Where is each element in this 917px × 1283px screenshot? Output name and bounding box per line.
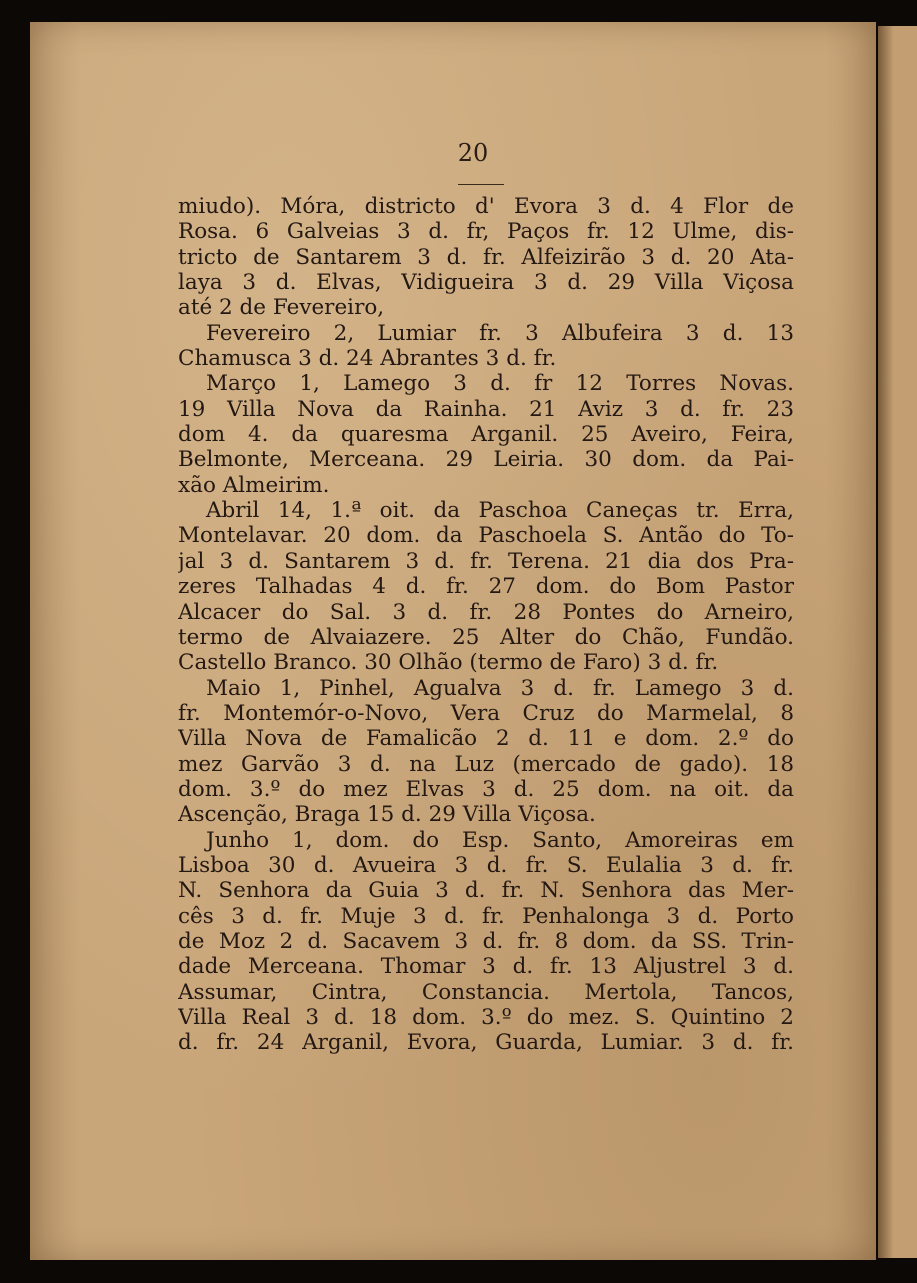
- text-line: 19 Villa Nova da Rainha. 21 Aviz 3 d. fr. 23: [178, 396, 794, 422]
- text-line: de Moz 2 d. Sacavem 3 d. fr. 8 dom. da SS. Trin-: [178, 928, 794, 954]
- text-line: mez Garvão 3 d. na Luz (mercado de gado). 18: [178, 751, 794, 777]
- text-line: Ascenção, Braga 15 d. 29 Villa Viçosa.: [178, 802, 596, 828]
- page-number: 20: [457, 139, 489, 167]
- text-line: jal 3 d. Santarem 3 d. fr. Terena. 21 dia dos Pra-: [178, 548, 794, 574]
- text-line: Belmonte, Merceana. 29 Leiria. 30 dom. da Pai-: [178, 447, 794, 473]
- text-line: N. Senhora da Guia 3 d. fr. N. Senhora das Mer-: [178, 878, 794, 904]
- text-line: d. fr. 24 Arganil, Evora, Guarda, Lumiar. 3 d. fr.: [178, 1030, 794, 1056]
- text-line: Maio 1, Pinhel, Agualva 3 d. fr. Lamego 3 d.: [206, 675, 794, 701]
- text-line: Lisboa 30 d. Avueira 3 d. fr. S. Eulalia 3 d. fr.: [178, 852, 794, 878]
- book-page: [30, 22, 876, 1260]
- text-line: termo de Alvaiazere. 25 Alter do Chão, Fundão.: [178, 624, 794, 650]
- text-line: até 2 de Fevereiro,: [178, 295, 385, 321]
- text-line: tricto de Santarem 3 d. fr. Alfeizirão 3 d. 20 Ata-: [178, 244, 794, 270]
- text-line: Março 1, Lamego 3 d. fr 12 Torres Novas.: [206, 371, 794, 397]
- adjacent-page-edge: [878, 26, 917, 1258]
- text-line: Alcacer do Sal. 3 d. fr. 28 Pontes do Arneiro,: [178, 599, 794, 625]
- text-line: Assumar, Cintra, Constancia. Mertola, Tancos,: [178, 979, 794, 1005]
- text-line: Chamusca 3 d. 24 Abrantes 3 d. fr.: [178, 346, 557, 372]
- body-text: [178, 194, 794, 1056]
- text-line: Villa Real 3 d. 18 dom. 3.º do mez. S. Quintino 2: [178, 1005, 794, 1030]
- text-line: Montelavar. 20 dom. da Paschoela S. Antão do To-: [178, 523, 794, 549]
- text-line: Rosa. 6 Galveias 3 d. fr, Paços fr. 12 Ulme, dis-: [178, 219, 794, 245]
- text-line: fr. Montemór-o-Novo, Vera Cruz do Marmelal, 8: [178, 700, 794, 726]
- text-line: dom. 3.º do mez Elvas 3 d. 25 dom. na oit. da: [178, 776, 794, 802]
- text-line: Villa Nova de Famalicão 2 d. 11 e dom. 2.º do: [178, 726, 794, 752]
- text-line: zeres Talhadas 4 d. fr. 27 dom. do Bom Pastor: [178, 574, 794, 600]
- text-line: dom 4. da quaresma Arganil. 25 Aveiro, Feira,: [178, 422, 794, 448]
- text-line: Fevereiro 2, Lumiar fr. 3 Albufeira 3 d. 13: [206, 320, 794, 346]
- text-line: Junho 1, dom. do Esp. Santo, Amoreiras em: [206, 827, 794, 853]
- header-rule: [458, 184, 504, 185]
- text-line: Abril 14, 1.ª oit. da Paschoa Caneças tr. Erra,: [206, 498, 794, 524]
- text-line: laya 3 d. Elvas, Vidigueira 3 d. 29 Villa Viçosa: [178, 270, 794, 296]
- text-line: Castello Branco. 30 Olhão (termo de Faro) 3 d. fr.: [178, 650, 719, 676]
- text-line: miudo). Móra, districto d' Evora 3 d. 4 Flor de: [178, 194, 794, 219]
- text-line: cês 3 d. fr. Muje 3 d. fr. Penhalonga 3 d. Porto: [178, 903, 794, 929]
- text-line: xão Almeirim.: [178, 472, 330, 498]
- text-line: dade Merceana. Thomar 3 d. fr. 13 Aljustrel 3 d.: [178, 954, 794, 980]
